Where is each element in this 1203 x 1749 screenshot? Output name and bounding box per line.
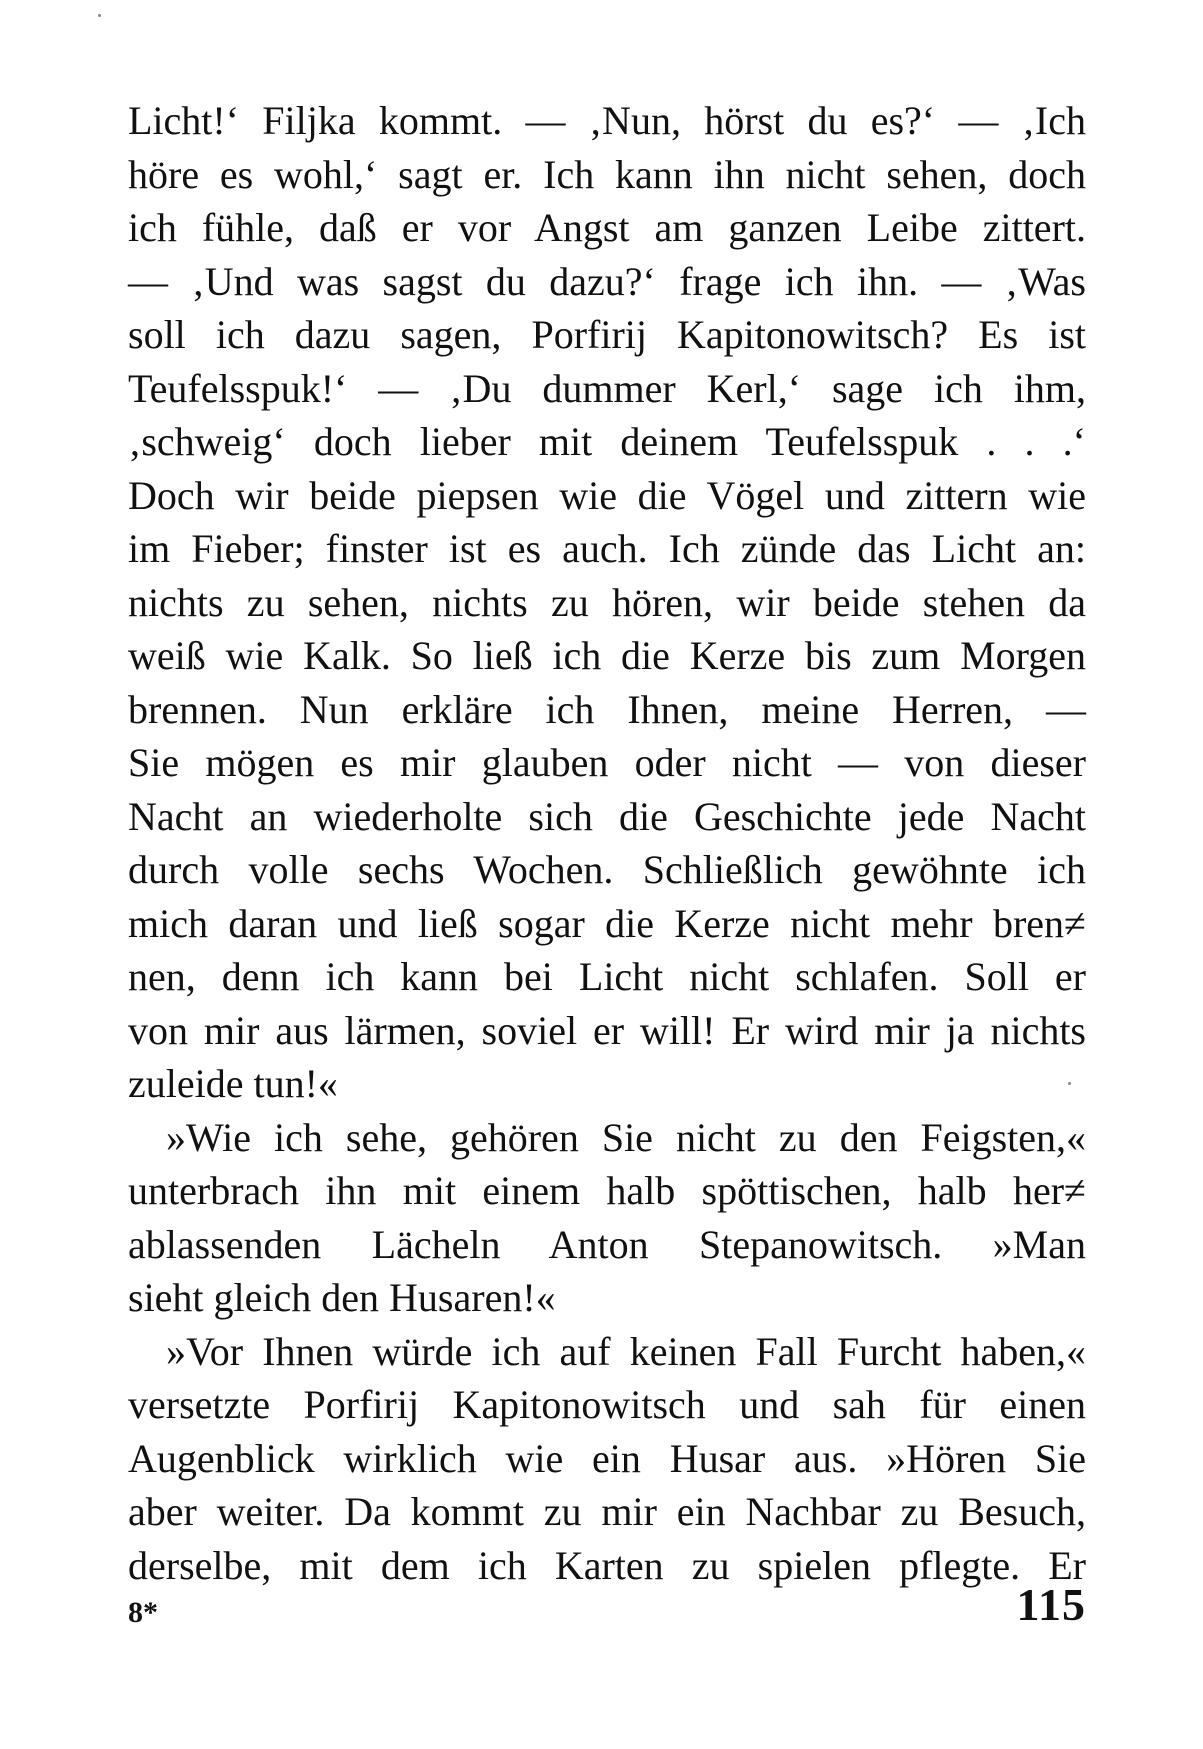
text-line: von mir aus lärmen, soviel er will! Er wird mir ja nichts: [128, 1007, 1086, 1053]
signature-mark: 8*: [128, 1596, 158, 1629]
body-text: [128, 94, 1086, 1592]
text-line: mich daran und ließ sogar die Kerze nicht mehr bren≠: [128, 900, 1086, 946]
text-line: unterbrach ihn mit einem halb spöttischen, halb her≠: [128, 1168, 1086, 1213]
text-line: Sie mögen es mir glauben oder nicht — von dieser: [128, 740, 1086, 785]
text-line: höre es wohl,‘ sagt er. Ich kann ihn nicht sehen, doch: [128, 151, 1086, 197]
text-line: brennen. Nun erkläre ich Ihnen, meine Herren, —: [128, 686, 1086, 732]
text-line: ich fühle, daß er vor Angst am ganzen Leibe zittert.: [128, 205, 1086, 250]
text-line-paragraph-start: »Vor Ihnen würde ich auf keinen Fall Furcht haben,«: [166, 1328, 1086, 1374]
text-line: derselbe, mit dem ich Karten zu spielen pflegte. Er: [128, 1542, 1086, 1588]
text-line: im Fieber; finster ist es auch. Ich zünde das Licht an:: [128, 526, 1086, 571]
text-line-paragraph-end: sieht gleich den Husaren!«: [128, 1275, 556, 1320]
text-line: aber weiter. Da kommt zu mir ein Nachbar zu Besuch,: [128, 1489, 1086, 1534]
text-line: durch volle sechs Wochen. Schließlich gewöhnte ich: [128, 847, 1086, 892]
text-line: Augenblick wirklich wie ein Husar aus. »Hören Sie: [128, 1435, 1086, 1481]
text-line: nichts zu sehen, nichts zu hören, wir beide stehen da: [128, 579, 1086, 625]
text-line: ‚schweig‘ doch lieber mit deinem Teufelsspuk . . .‘: [128, 419, 1086, 464]
page-number: 115: [1016, 1579, 1086, 1630]
text-line-paragraph-end: zuleide tun!«: [128, 1061, 338, 1106]
page-footer: [128, 1578, 1086, 1638]
text-line: Doch wir beide piepsen wie die Vögel und zittern wie: [128, 472, 1086, 518]
text-line: Teufelsspuk!‘ — ‚Du dummer Kerl,‘ sage ich ihm,: [128, 365, 1086, 411]
text-line: — ‚Und was sagst du dazu?‘ frage ich ihn. — ‚Was: [128, 258, 1086, 304]
paper-speck: [98, 14, 101, 17]
text-line: soll ich dazu sagen, Porfirij Kapitonowitsch? Es ist: [128, 312, 1086, 357]
text-line: Licht!‘ Filjka kommt. — ‚Nun, hörst du es?‘ — ‚Ich: [128, 98, 1086, 143]
text-line-paragraph-start: »Wie ich sehe, gehören Sie nicht zu den Feigsten,«: [166, 1114, 1086, 1160]
text-line: versetzte Porfirij Kapitonowitsch und sah für einen: [128, 1382, 1086, 1427]
text-line: nen, denn ich kann bei Licht nicht schlafen. Soll er: [128, 954, 1086, 999]
text-line: ablassenden Lächeln Anton Stepanowitsch. »Man: [128, 1221, 1086, 1267]
text-line: weiß wie Kalk. So ließ ich die Kerze bis zum Morgen: [128, 633, 1086, 678]
text-line: Nacht an wiederholte sich die Geschichte jede Nacht: [128, 793, 1086, 839]
